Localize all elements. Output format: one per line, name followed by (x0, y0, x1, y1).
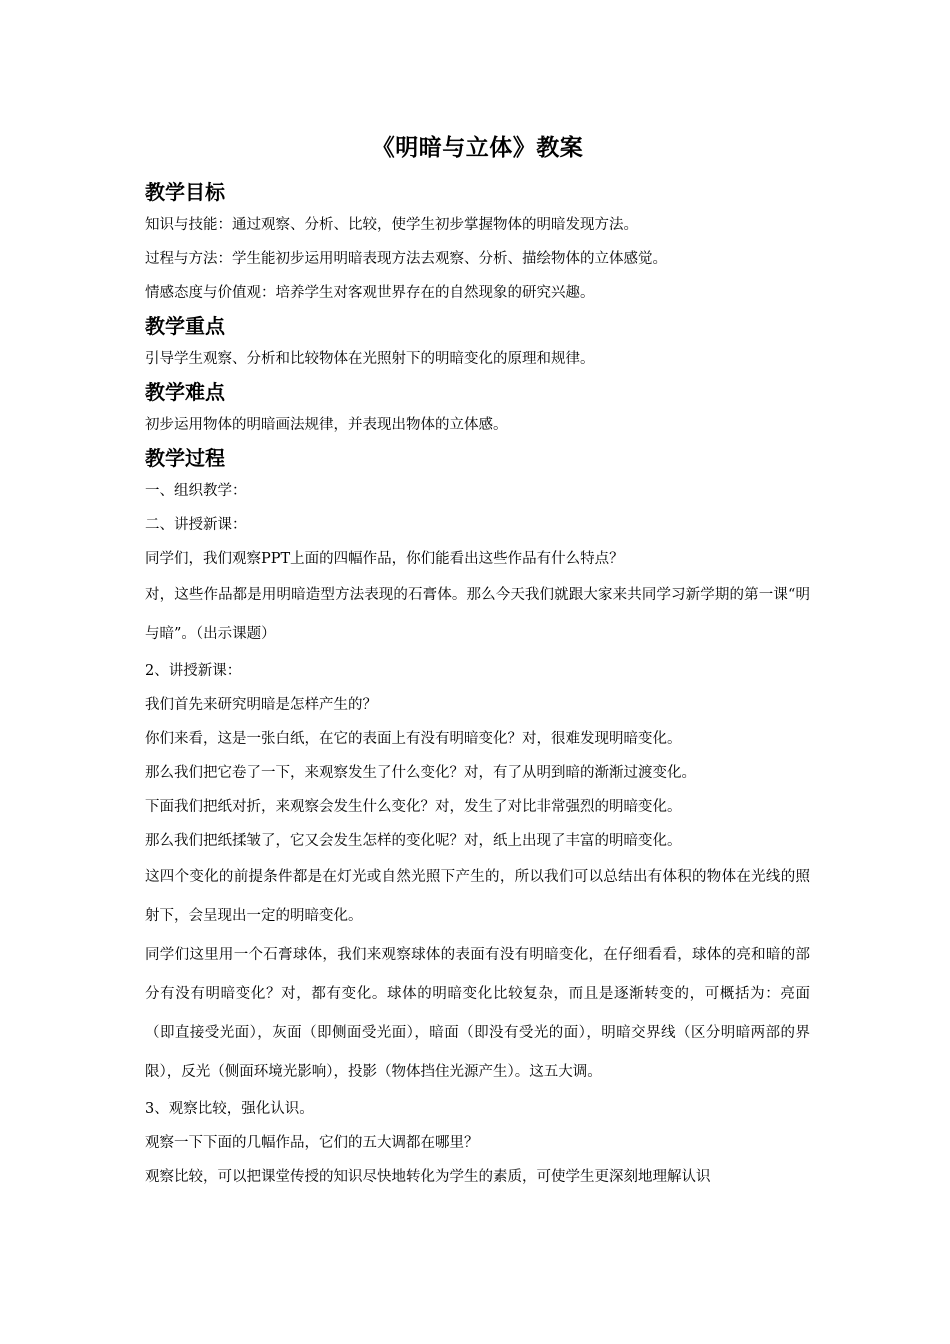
process-paragraph: 那么我们把纸揉皱了，它又会发生怎样的变化呢？对，纸上出现了丰富的明暗变化。 (145, 833, 682, 849)
objective-knowledge: 知识与技能：通过观察、分析、比较，使学生初步掌握物体的明暗发现方法。 (145, 217, 638, 233)
section-heading-difficulties: 教学难点 (145, 380, 225, 404)
document-page (145, 130, 810, 1194)
section-heading-objectives: 教学目标 (145, 180, 225, 204)
key-points-text: 引导学生观察、分析和比较物体在光照射下的明暗变化的原理和规律。 (145, 351, 595, 367)
process-paragraph: 那么我们把它卷了一下，来观察发生了什么变化？对，有了从明到暗的渐渐过渡变化。 (145, 765, 696, 781)
section-heading-process: 教学过程 (145, 446, 225, 470)
process-paragraph: 下面我们把纸对折，来观察会发生什么变化？对，发生了对比非常强烈的明暗变化。 (145, 799, 682, 815)
process-paragraph: 2、讲授新课： (145, 663, 242, 679)
process-paragraph: 同学们，我们观察PPT上面的四幅作品，你们能看出这些作品有什么特点？ (145, 551, 624, 567)
document-title: 《明暗与立体》教案 (371, 135, 584, 161)
section-heading-key-points: 教学重点 (145, 314, 225, 338)
process-paragraph: 我们首先来研究明暗是怎样产生的？ (145, 697, 377, 713)
process-paragraph: 你们来看，这是一张白纸，在它的表面上有没有明暗变化？对，很难发现明暗变化。 (145, 731, 682, 747)
process-paragraph: 对，这些作品都是用明暗造型方法表现的石膏体。那么今天我们就跟大家来共同学习新学期的第一课“明与暗”。（出示课题） (145, 587, 810, 642)
process-paragraph: 3、观察比较，强化认识。 (145, 1101, 314, 1117)
process-paragraph: 一、组织教学： (145, 483, 247, 499)
process-paragraph: 同学们这里用一个石膏球体，我们来观察球体的表面有没有明暗变化，在仔细看看，球体的亮和暗的部分有没有明暗变化？对，都有变化。球体的明暗变化比较复杂，而且是逐渐转变的，可概括为：亮面（即直接受光面），灰面（即侧面受光面），暗面（即没有受光的面），明暗交界线（区分明暗两部的界限），反光（侧面环境光影响），投影（物体挡住光源产生）。这五大调。 (145, 947, 810, 1080)
difficulties-text: 初步运用物体的明暗画法规律，并表现出物体的立体感。 (145, 417, 508, 433)
objective-process: 过程与方法：学生能初步运用明暗表现方法去观察、分析、描绘物体的立体感觉。 (145, 251, 667, 267)
process-paragraph: 这四个变化的前提条件都是在灯光或自然光照下产生的，所以我们可以总结出有体积的物体在光线的照射下，会呈现出一定的明暗变化。 (145, 869, 810, 924)
process-paragraph: 观察一下下面的几幅作品，它们的五大调都在哪里？ (145, 1135, 479, 1151)
process-paragraph: 二、讲授新课： (145, 517, 247, 533)
process-paragraph: 观察比较，可以把课堂传授的知识尽快地转化为学生的素质，可使学生更深刻地理解认识 (145, 1169, 711, 1185)
objective-attitude: 情感态度与价值观：培养学生对客观世界存在的自然现象的研究兴趣。 (145, 285, 595, 301)
